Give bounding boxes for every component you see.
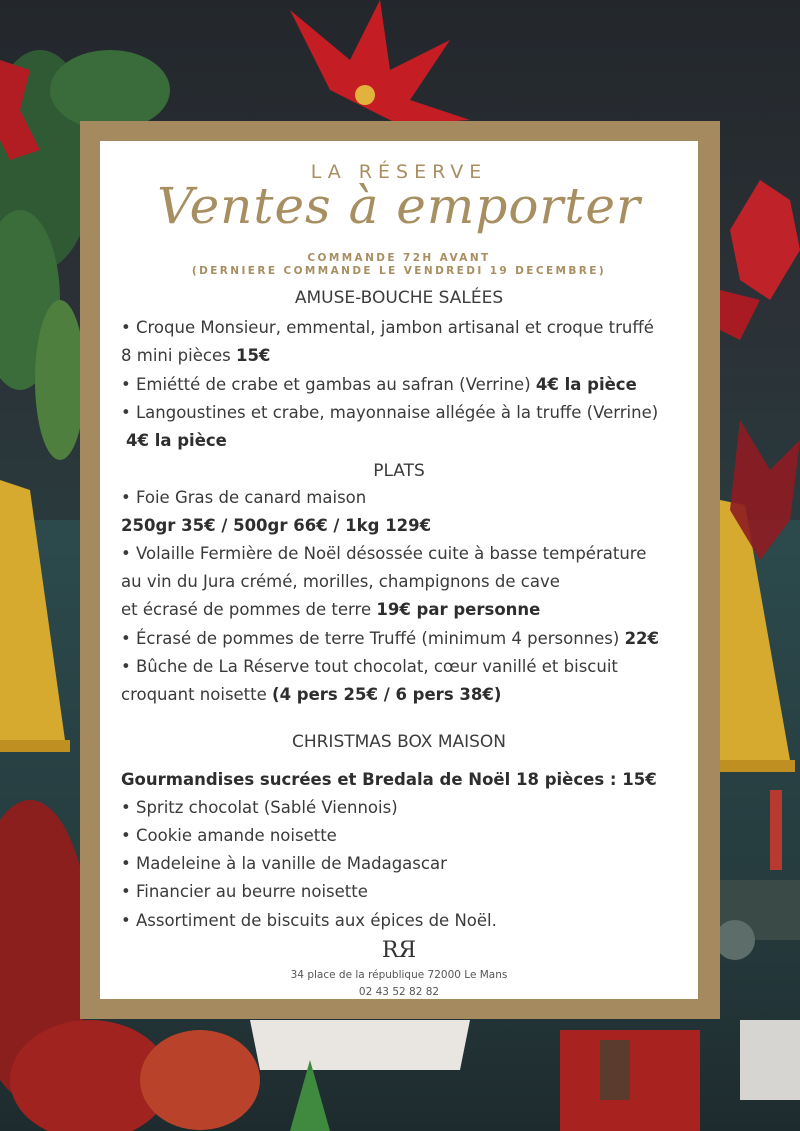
section-heading-box: CHRISTMAS BOX MAISON xyxy=(291,732,507,752)
section-heading-plats: PLATS xyxy=(373,461,425,481)
brand-name: LA RÉSERVE xyxy=(310,161,488,183)
box-item: • Madeleine à la vanille de Madagascar xyxy=(121,854,447,873)
page-title: Ventes à emporter xyxy=(157,177,641,235)
menu-item-volaille-line3: et écrasé de pommes de terre 19€ par personne xyxy=(121,600,541,619)
menu-item-crabe: • Emiétté de crabe et gambas au safran (Verrine) 4€ la pièce xyxy=(121,375,637,394)
poinsettia-right xyxy=(720,180,800,340)
menu-item-buche: • Bûche de La Réserve tout chocolat, cœur vanillé et biscuit xyxy=(121,657,618,676)
address: 34 place de la république 72000 Le Mans xyxy=(290,969,508,981)
price: 22€ xyxy=(624,629,660,648)
menu-item-langoustines-price: 4€ la pièce xyxy=(126,431,227,450)
table-items-bottom xyxy=(250,1020,800,1131)
box-item: • Cookie amande noisette xyxy=(121,826,337,845)
box-intro: Gourmandises sucrées et Bredala de Noël 18 pièces : 15€ xyxy=(121,770,657,789)
menu-item-volaille-line2: au vin du Jura crémé, morilles, champignons de cave xyxy=(121,572,560,591)
menu-card xyxy=(100,141,698,999)
box-item: • Assortiment de biscuits aux épices de Noël. xyxy=(121,911,497,930)
menu-item-foie-gras-price: 250gr 35€ / 500gr 66€ / 1kg 129€ xyxy=(121,516,432,535)
order-notice: COMMANDE 72H AVANT xyxy=(307,252,491,264)
menu-item-ecrase: • Écrasé de pommes de terre Truffé (minimum 4 personnes) 22€ xyxy=(121,629,660,648)
price: 19€ par personne xyxy=(376,600,541,619)
menu-item-foie-gras: • Foie Gras de canard maison xyxy=(121,488,367,507)
box-item: • Spritz chocolat (Sablé Viennois) xyxy=(121,798,398,817)
restaurant-logo: RЯ xyxy=(381,938,417,963)
box-item: • Financier au beurre noisette xyxy=(121,882,368,901)
menu-item-croque: • Croque Monsieur, emmental, jambon artisanal et croque truffé xyxy=(121,318,654,337)
lampshade-left xyxy=(0,480,70,752)
price: 15€ xyxy=(235,346,271,365)
phone-number: 02 43 52 82 82 xyxy=(358,986,440,998)
price: 4€ la pièce xyxy=(535,375,637,394)
menu-item-langoustines: • Langoustines et crabe, mayonnaise allégée à la truffe (Verrine) xyxy=(121,403,659,422)
order-deadline: (DERNIERE COMMANDE LE VENDREDI 19 DECEMBRE) xyxy=(191,265,607,277)
menu-item-buche-line2: croquant noisette (4 pers 25€ / 6 pers 38€) xyxy=(121,685,502,704)
menu-item-volaille: • Volaille Fermière de Noël désossée cuite à basse température xyxy=(121,544,647,563)
section-heading-amuse: AMUSE-BOUCHE SALÉES xyxy=(294,288,504,308)
bar-taps xyxy=(715,790,800,960)
price: (4 pers 25€ / 6 pers 38€) xyxy=(272,685,502,704)
poinsettia-top xyxy=(290,0,470,125)
menu-item-croque-detail: 8 mini pièces 15€ xyxy=(121,346,271,365)
